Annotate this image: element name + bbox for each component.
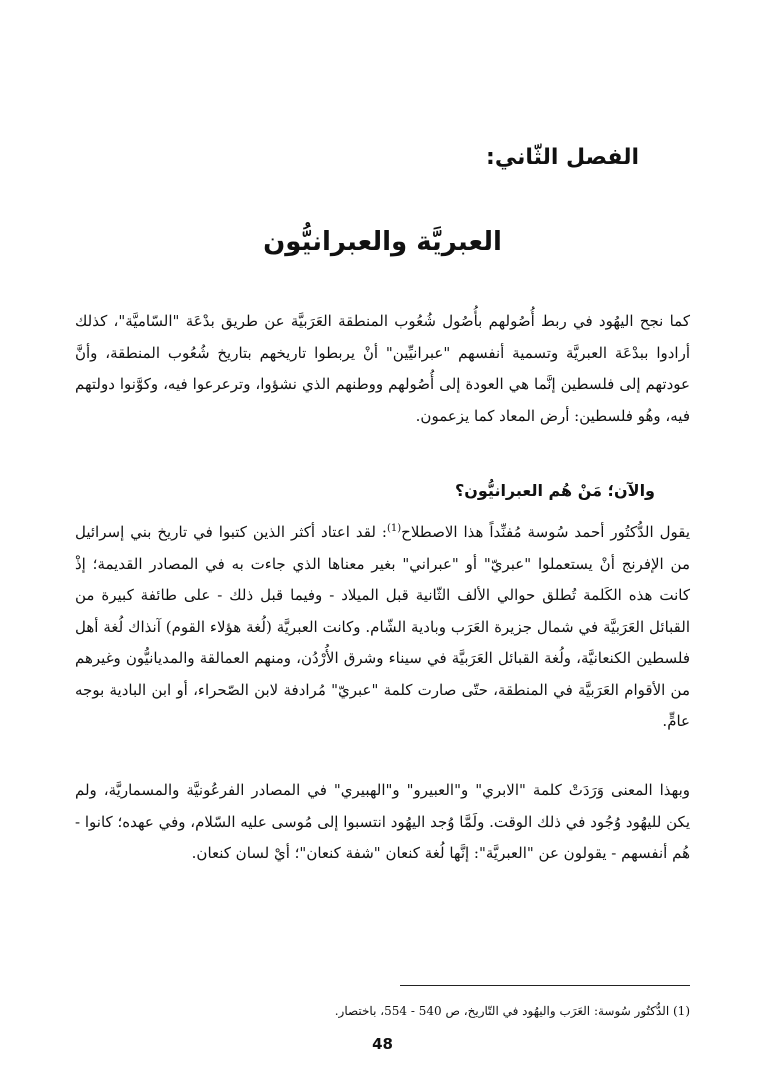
paragraph-quote-lead: يقول الدُّكتُور أحمد سُوسة مُفنِّداً هذا الاصطلاح [401, 523, 690, 541]
paragraph-quote [75, 517, 690, 738]
page-number: 48 [372, 1035, 393, 1053]
chapter-title: العبريَّة والعبرانيُّون [263, 227, 502, 257]
footnote-divider [400, 985, 690, 986]
paragraph-intro: كما نجح اليهُود في ربط أُصُولهم بأُصُول شُعُوب المنطقة العَرَبيَّة عن طريق بدْعَة "السّاميَّة"، كذلك أرادوا ببدْعَة العبريَّة وتسمية أنفسهم "عبرانيِّين" أنْ يربطوا تاريخهم بتاريخ شُعُوب المنطقة، وأنَّ عودتهم إلى فلسطين إنَّما هي العودة إلى أُصُولهم ووطنهم الذي نشؤوا، وترعرعوا فيه، وكوَّنوا دولتهم فيه، وهُو فلسطين: أرض المعاد كما يزعمون. [75, 312, 690, 425]
chapter-label: الفصل الثّاني: [486, 145, 639, 170]
paragraph-quote-body: : لقد اعتاد أكثر الذين كتبوا في تاريخ بني إسرائيل من الإفرنج أنْ يستعملوا "عبريّ" أو "عبراني" بغير معناها الذي جاءت به في المصادر القديمة؛ إذْ كانت هذه الكَلمة تُطلق حوالي الألف الثّانية قبل الميلاد - وفيما قبل ذلك - على طائفة كبيرة من القبائل العَرَبيَّة في شمال جزيرة العَرَب وبادية الشّام. وكانت العبريَّة (لُغة هؤلاء القوم) آنذاك لُغة أهل فلسطين الكنعانيَّة، ولُغة القبائل العَرَبيَّة في سيناء وشرق الأُرْدُن، ومنهم العمالقة والمديانيُّون وغيرهم من الأقوام العَرَبيَّة في المنطقة، حتّى صارت كلمة "عبريّ" مُرادفة لابن الصّحراء، أو ابن البادية بوجه عامٍّ. [75, 523, 690, 730]
section-heading: والآن؛ مَنْ هُم العبرانيُّون؟ [454, 481, 655, 500]
footnote-reference: (1) [386, 523, 402, 534]
footnote: (1) الدُّكتُور سُوسة: العَرَب واليهُود في التّاريخ، ص 540 - 554، باختصار. [334, 1004, 690, 1018]
paragraph-meaning: وبهذا المعنى وَرَدَتْ كلمة "الابري" و"العبيرو" و"الهبيري" في المصادر الفرعُونيَّة والمسماريَّة، ولم يكن لليهُود وُجُود في ذلك الوقت. ولَمَّا وُجد اليهُود انتسبوا إلى مُوسى عليه السّلام، وفي عهده؛ كانوا - هُم أنفسهم - يقولون عن "العبريَّة": إنَّها لُغة كنعان "شفة كنعان"؛ أيْ لسان كنعان. [75, 781, 690, 862]
